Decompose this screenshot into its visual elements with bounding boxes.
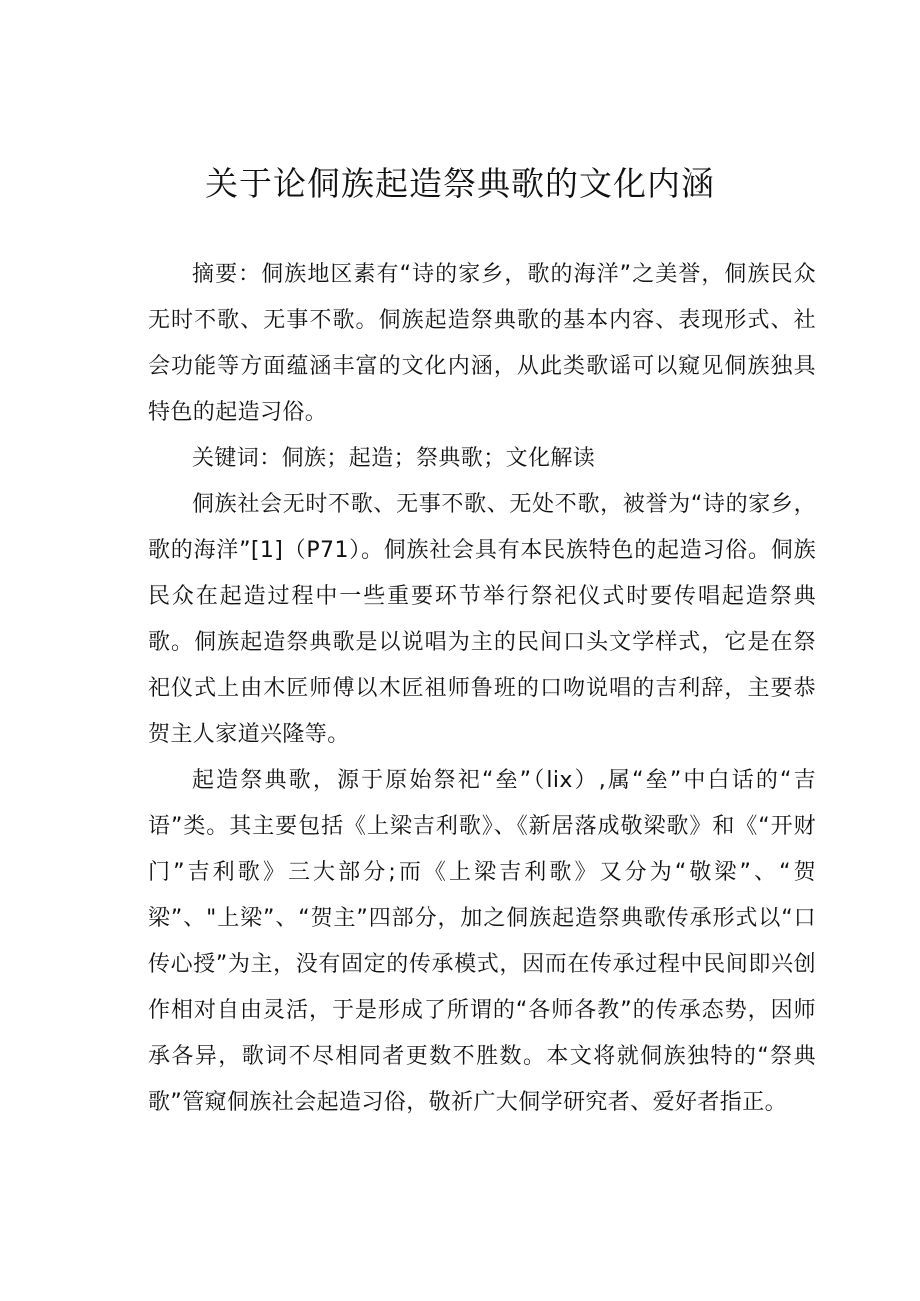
document-body: [148, 252, 816, 1126]
body-paragraph-1: 侗族社会无时不歌、无事不歌、无处不歌，被誉为“诗的家乡，歌的海洋”[1]（P71）。侗族社会具有本民族特色的起造习俗。侗族民众在起造过程中一些重要环节举行祭祀仪式时要传唱起造祭典歌。侗族起造祭典歌是以说唱为主的民间口头文学样式，它是在祭祀仪式上由木匠师傅以木匠祖师鲁班的口吻说唱的吉利辞，主要恭贺主人家道兴隆等。: [148, 492, 816, 747]
abstract-paragraph: 摘要：侗族地区素有“诗的家乡，歌的海洋”之美誉，侗族民众无时不歌、无事不歌。侗族起造祭典歌的基本内容、表现形式、社会功能等方面蕴涵丰富的文化内涵，从此类歌谣可以窥见侗族独具特色的起造习俗。: [148, 262, 816, 425]
keywords-paragraph: 关键词：侗族；起造；祭典歌；文化解读: [192, 446, 596, 471]
document-title: 关于论侗族起造祭典歌的文化内涵: [205, 164, 715, 203]
body-paragraph-2: 起造祭典歌，源于原始祭祀“垒”（lix）,属“垒”中白话的“吉语”类。其主要包括《上梁吉利歌》、《新居落成敬梁歌》和《“开财门”吉利歌》三大部分;而《上梁吉利歌》又分为“敬梁”、“贺梁”、"上梁”、“贺主”四部分，加之侗族起造祭典歌传承形式以“口传心授”为主，没有固定的传承模式，因而在传承过程中民间即兴创作相对自由灵活，于是形成了所谓的“各师各教”的传承态势，因师承各异，歌词不尽相同者更数不胜数。本文将就侗族独特的“祭典歌”管窥侗族社会起造习俗，敬祈广大侗学研究者、爱好者指正。: [148, 768, 816, 1115]
